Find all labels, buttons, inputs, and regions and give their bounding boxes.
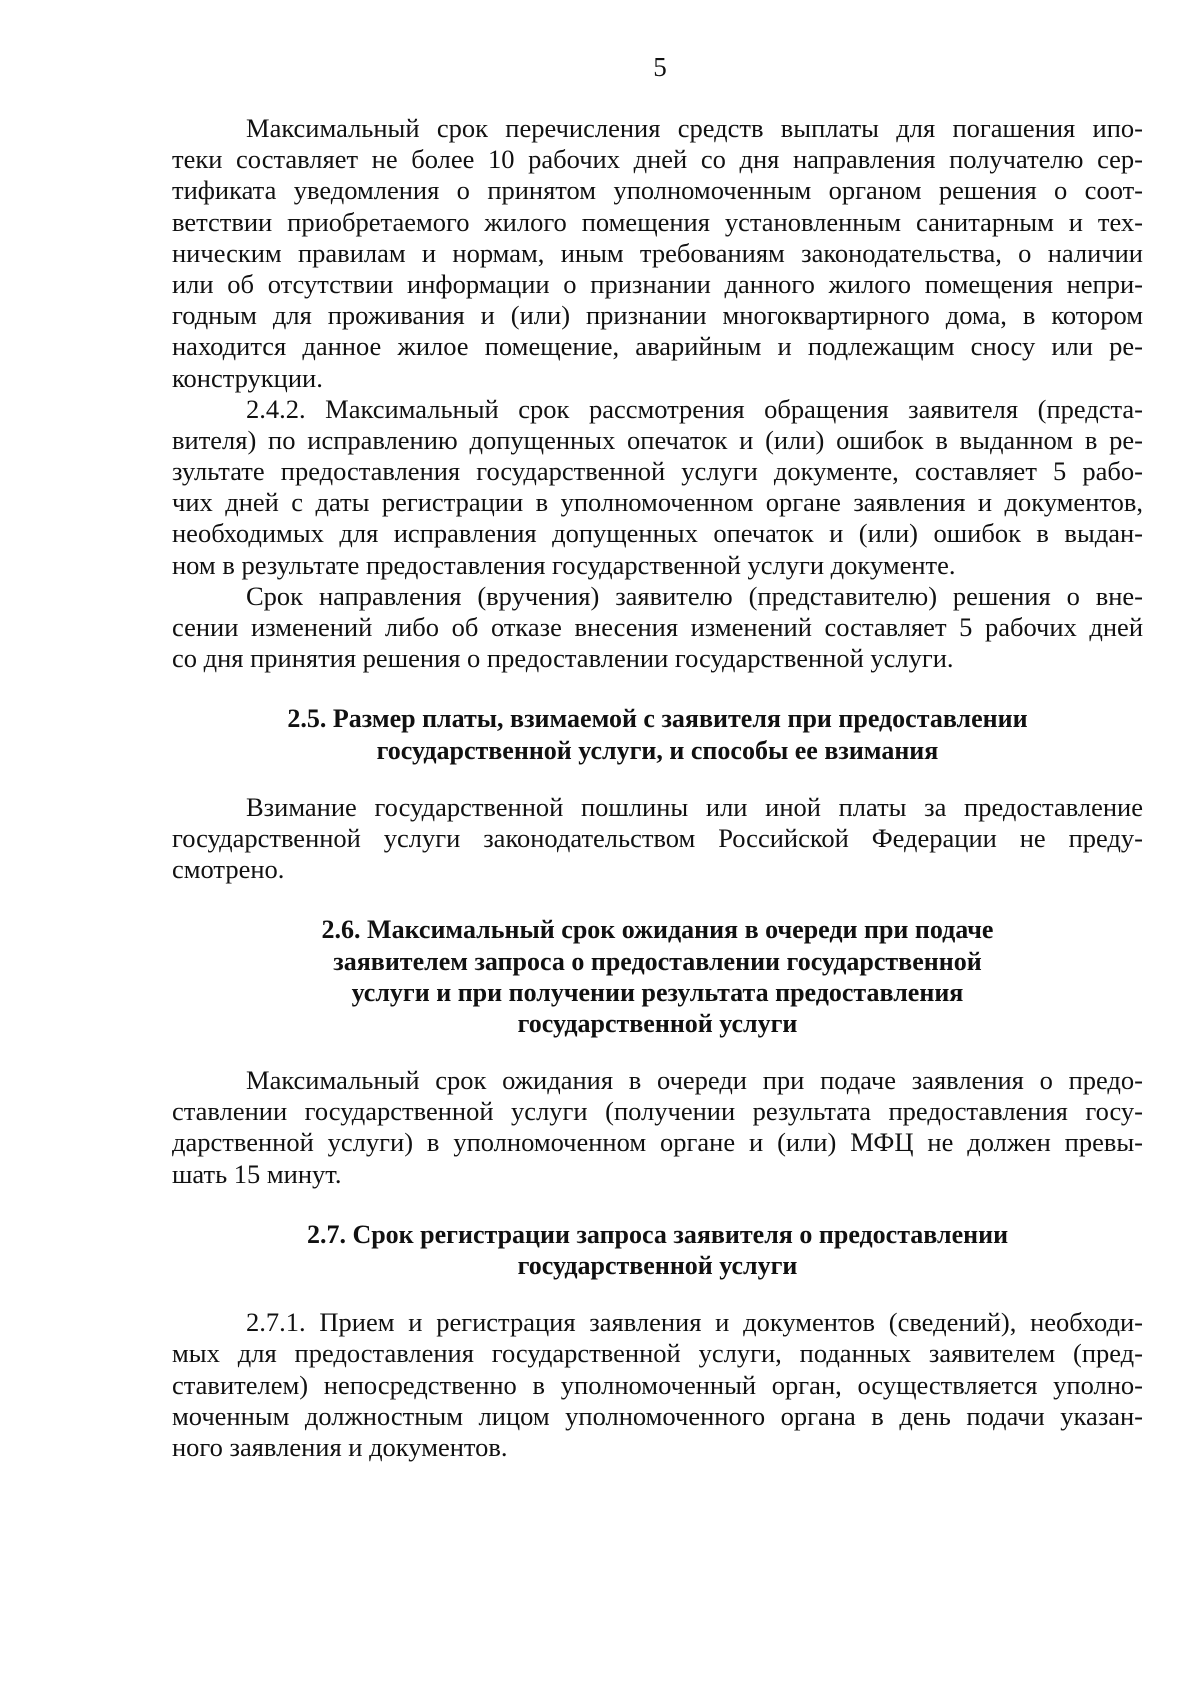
text-line: ническим правилам и нормам, иным требованиям законодательства, о наличии [172,237,1143,268]
text-line: ветствии приобретаемого жилого помещения установленным санитарным и тех- [172,206,1143,237]
heading-line: 2.6. Максимальный срок ожидания в очереди при подаче [321,915,994,945]
section-heading-2-6 [172,914,1143,1039]
section-heading-2-5 [172,703,1143,765]
text-line: чих дней с даты регистрации в уполномоченном органе заявления и документов, [172,487,1143,518]
text-line: ном в результате предоставления государственной услуги документе. [172,549,956,580]
text-line: или об отсутствии информации о признании данного жилого помещения непри- [172,268,1143,299]
document-body [172,113,1143,1463]
heading-line: государственной услуги [517,1251,798,1280]
paragraph-fee [172,792,1143,886]
section-heading-2-7 [172,1219,1143,1281]
paragraph-mortgage-payment-term [172,113,1143,394]
text-line: необходимых для исправления допущенных опечаток и (или) ошибок в выдан- [172,518,1143,549]
paragraph-2-7-1 [172,1307,1143,1463]
text-line: теки составляет не более 10 рабочих дней со дня направления получателю сер- [172,144,1143,175]
text-line: Срок направления (вручения) заявителю (представителю) решения о вне- [246,580,1143,611]
heading-line: 2.7. Срок регистрации запроса заявителя о предоставлении [306,1219,1009,1249]
heading-line: заявителем запроса о предоставлении государственной [333,946,982,976]
heading-line: государственной услуги, и способы ее взимания [376,735,939,765]
text-line: ставителем) непосредственно в уполномоченный орган, осуществляется уполно- [172,1369,1143,1400]
text-line: Максимальный срок ожидания в очереди при подаче заявления о предо- [246,1065,1143,1096]
heading-line: услуги и при получении результата предоставления [351,977,964,1007]
paragraph-2-4-2 [172,394,1143,581]
text-line: дарственной услуги) в уполномоченном органе и (или) МФЦ не должен превы- [172,1127,1143,1158]
page-number: 5 [653,52,667,82]
heading-line: 2.5. Размер платы, взимаемой с заявителя при предоставлении [287,704,1028,734]
text-line: мых для предоставления государственной услуги, поданных заявителем (пред- [172,1338,1143,1369]
paragraph-correction-term [172,581,1143,675]
text-line: ставлении государственной услуги (получении результата предоставления госу- [172,1096,1143,1127]
text-line: тификата уведомления о принятом уполномоченным органом решения о соот- [172,175,1143,206]
text-line: ного заявления и документов. [172,1431,508,1462]
text-line: государственной услуги законодательством Российской Федерации не преду- [172,822,1143,853]
text-line: со дня принятия решения о предоставлении государственной услуги. [172,643,954,674]
text-line: сении изменений либо об отказе внесения изменений составляет 5 рабочих дней [172,612,1143,642]
text-line: вителя) по исправлению допущенных опечаток и (или) ошибок в выданном в ре- [172,424,1143,455]
text-line: моченным должностным лицом уполномоченного органа в день подачи указан- [172,1400,1143,1431]
text-line: Максимальный срок перечисления средств выплаты для погашения ипо- [246,113,1143,143]
text-line: конструкции. [172,362,323,393]
text-line: годным для проживания и (или) признании многоквартирного дома, в котором [172,300,1143,331]
text-line: зультате предоставления государственной услуги документе, составляет 5 рабо- [172,456,1143,487]
text-line: находится данное жилое помещение, аварийным и подлежащим сносу или ре- [172,331,1143,362]
text-line: 2.4.2. Максимальный срок рассмотрения обращения заявителя (предста- [246,393,1143,424]
text-line: шать 15 минут. [172,1158,342,1189]
heading-line: государственной услуги [517,1008,798,1038]
paragraph-queue-wait [172,1065,1143,1190]
text-line: Взимание государственной пошлины или иной платы за предоставление [246,791,1143,822]
text-line: 2.7.1. Прием и регистрация заявления и документов (сведений), необходи- [246,1307,1143,1338]
text-line: смотрено. [172,854,285,885]
